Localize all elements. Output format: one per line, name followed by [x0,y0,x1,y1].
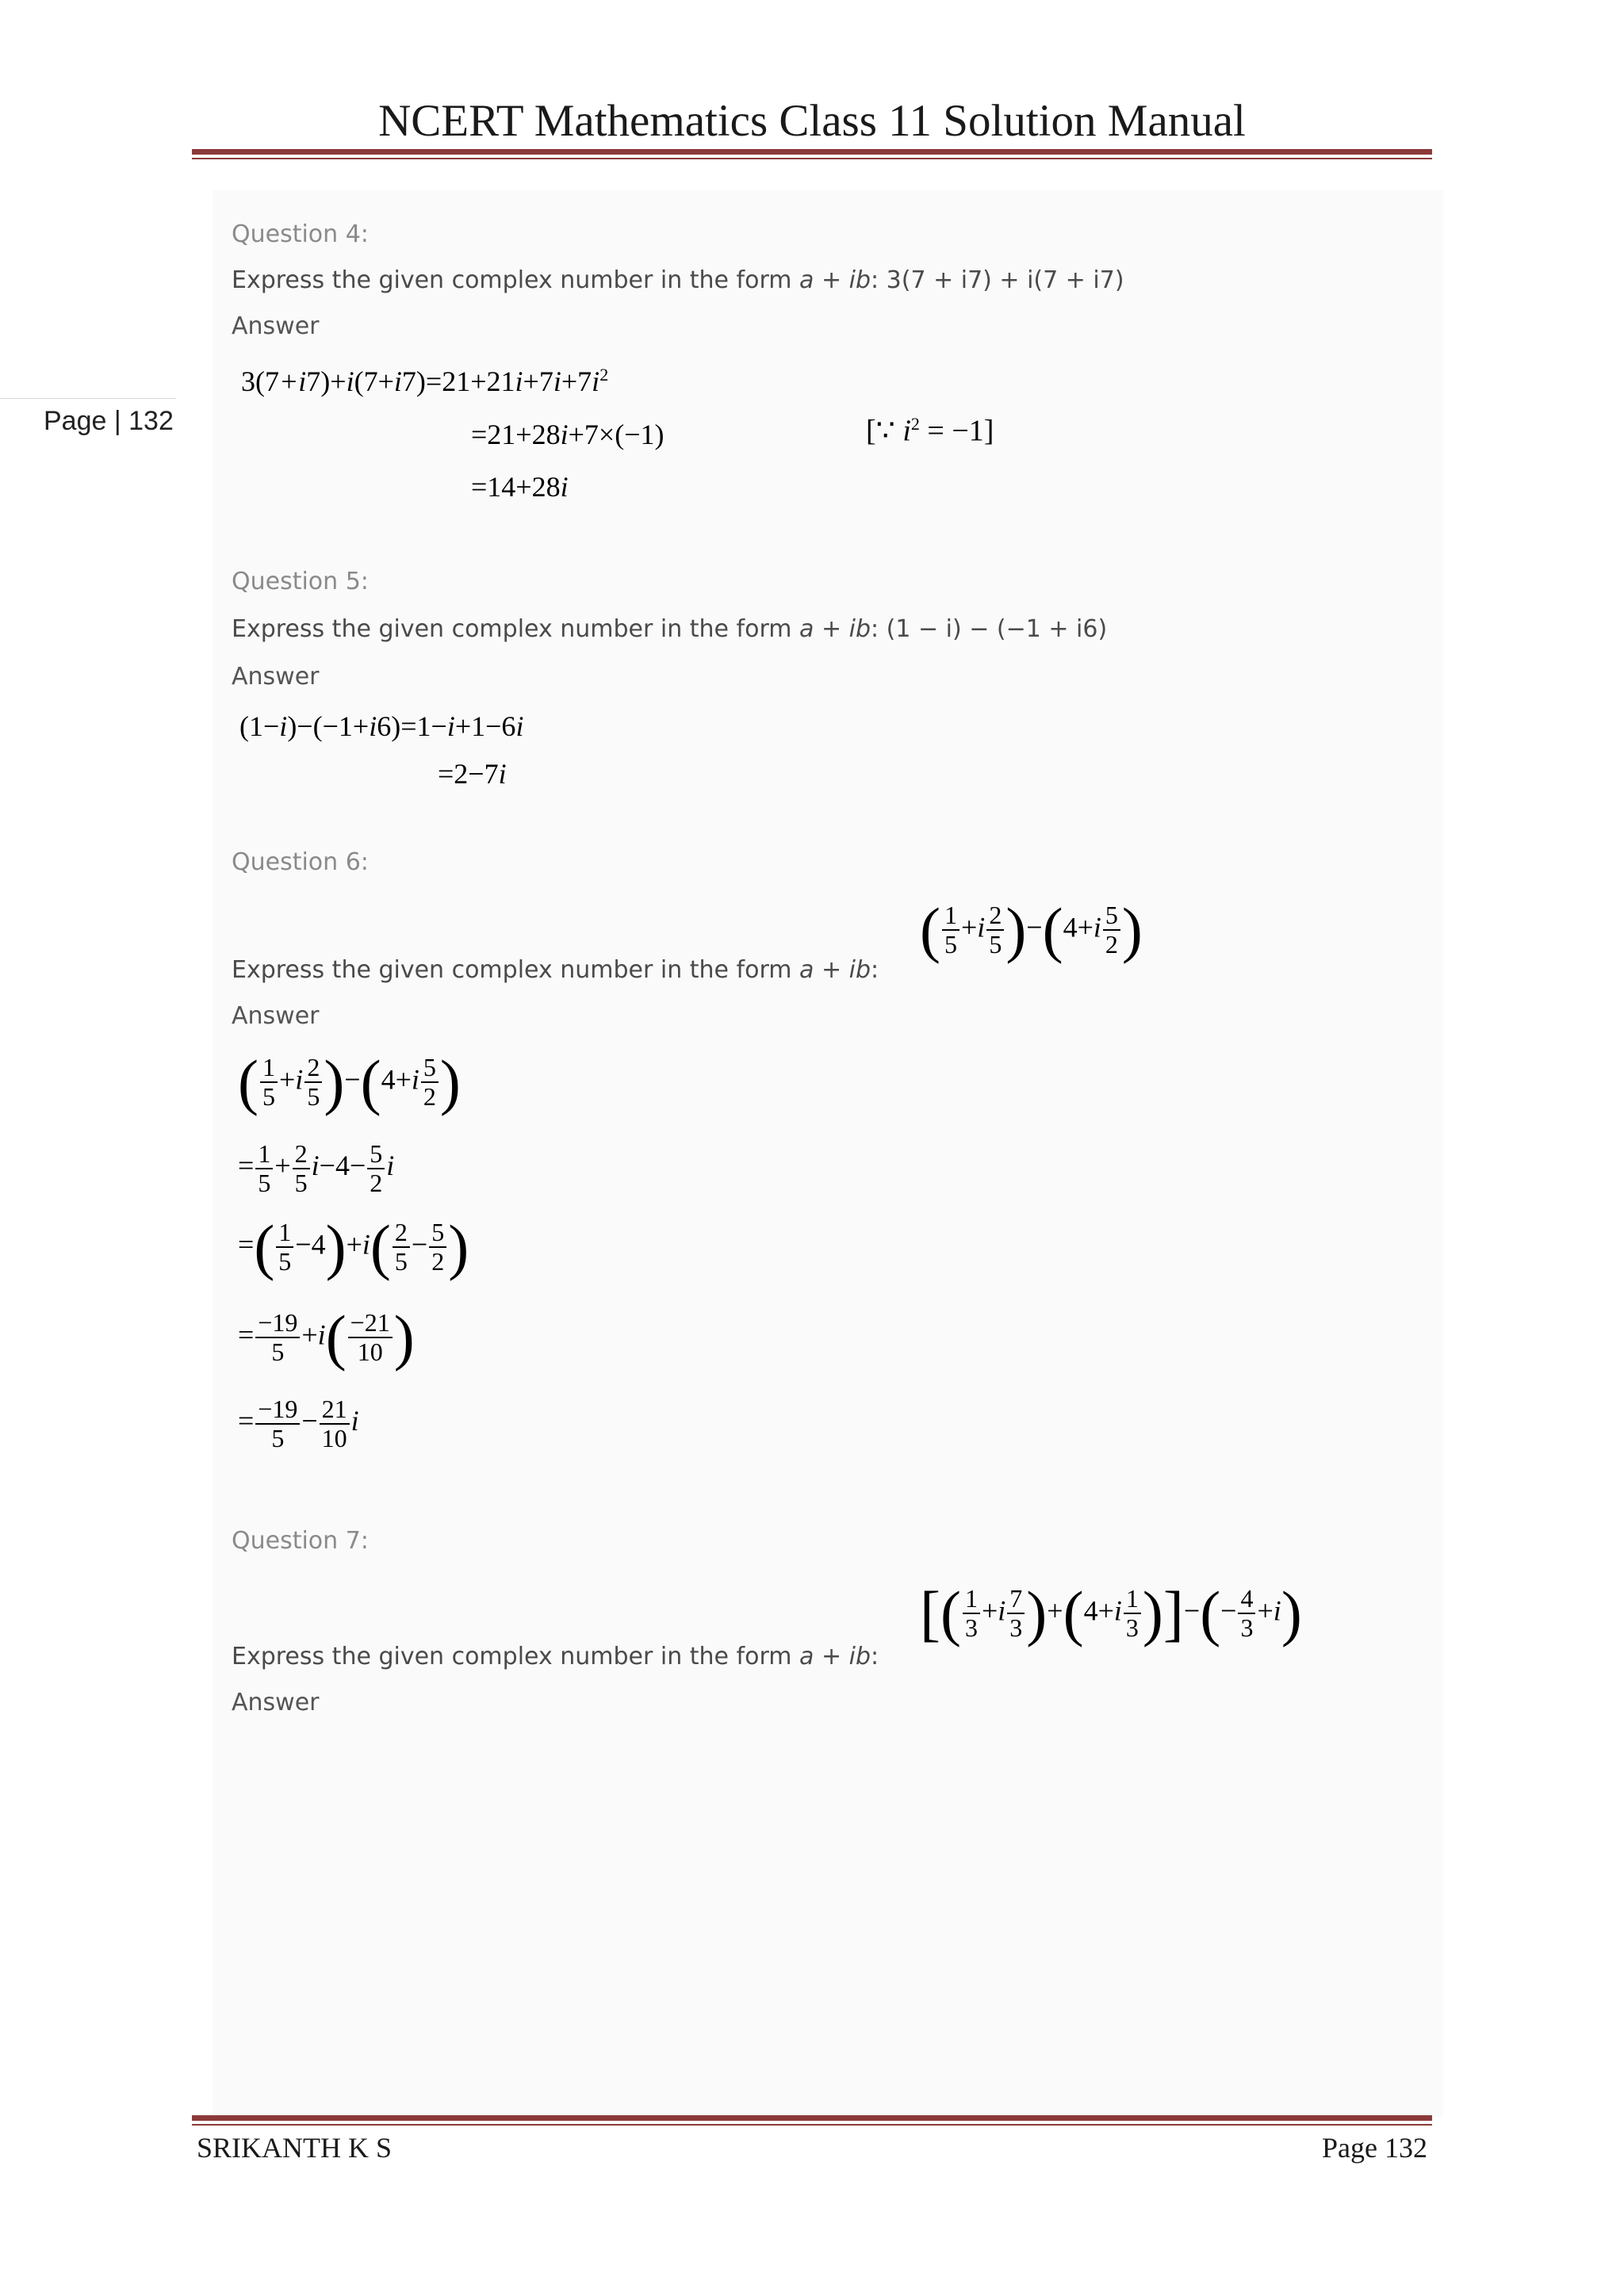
header-rule-thin [192,158,1432,159]
q4-step-1: $3(7+i7)+i(7+i7)=21+21i+7i+7i^2$ [241,365,609,397]
question-text: Express the given complex number in the form a + ib: [232,1643,879,1670]
answer-label: Answer [232,663,320,691]
page-title: NCERT Mathematics Class 11 Solution Manual [378,96,1246,146]
side-divider [0,398,176,399]
question-label: Question 7: [232,1527,369,1555]
q6-step-5: = $\frac{-19}{5}$ − $\frac{21}{10}$ i [238,1395,359,1452]
footer-rule [192,2115,1432,2121]
question-text: Express the given complex number in the form a + ib: (1 − i) − (−1 + i6) [232,615,1108,643]
header-rule [192,149,1432,155]
answer-label: Answer [232,312,320,340]
question-text: Express the given complex number in the form a + ib: [232,956,879,984]
q7-expression: [( $\frac{1}{3}$ +i $\frac{7}{3}$ )+(4+i $\frac{1}{3}$ )]−(− $\frac{4}{3}$ +i) [920,1578,1302,1647]
q4-step-3: =14+28i [471,471,569,503]
q6-step-3: =( $\frac{1}{5}$ −4)+i( $\frac{2}{5}$ − $\frac{5}{2}$ ) [238,1212,469,1281]
answer-label: Answer [232,1002,320,1030]
answer-label: Answer [232,1689,320,1716]
q6-step-4: = $\frac{-19}{5}$ +i( $\frac{-21}{10}$ ) [238,1303,415,1372]
question-label: Question 5: [232,568,369,595]
q6-step-1: ( $\frac{1}{5}$ +i $\frac{2}{5}$ )−(4+i $\frac{5}{2}$ ) [238,1047,461,1116]
question-label: Question 4: [232,220,369,248]
footer-rule-thin [192,2124,1432,2126]
side-page-number: Page | 132 [44,406,174,436]
q4-step-2: =21+28i+7×(−1) [471,419,665,450]
question-text: Express the given complex number in the form a + ib: 3(7 + i7) + i(7 + i7) [232,266,1124,294]
content-panel [213,190,1443,2117]
q4-note: [∵ $i^2 = -1$] [866,414,994,448]
q6-expression: ( $\frac{1}{5}$ +i $\frac{2}{5}$ )−(4+i $\frac{5}{2}$ ) [920,895,1143,964]
q5-step-2: =2−7i [438,758,507,790]
q5-step-1: (1−i)−(−1+i6)=1−i+1−6i [239,710,524,742]
q6-step-2: = $\frac{1}{5}$ + $\frac{2}{5}$ i−4− $\frac{5}{2}$ i [238,1139,395,1197]
footer-author: SRIKANTH K S [197,2132,393,2164]
question-label: Question 6: [232,848,369,876]
footer-page-number: Page 132 [1322,2132,1427,2164]
